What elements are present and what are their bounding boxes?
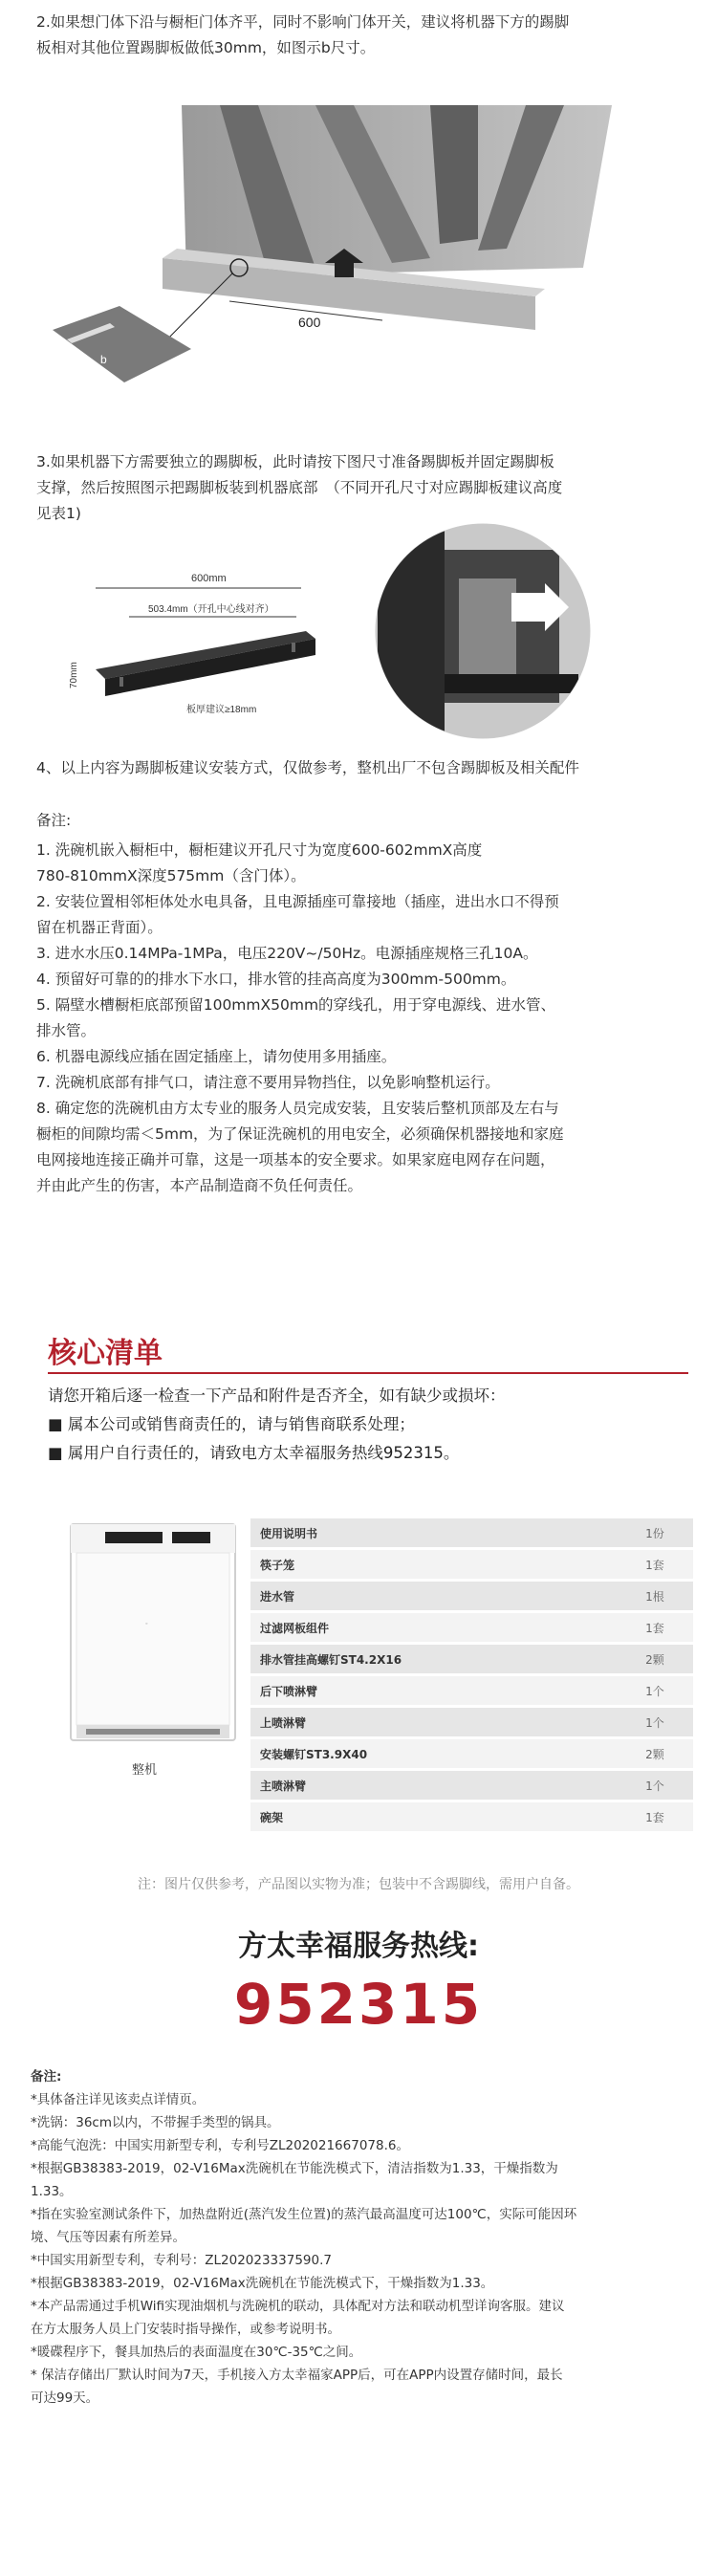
table-row: 过滤网板组件 1套 bbox=[250, 1613, 693, 1642]
bullet-square-icon: ■ bbox=[48, 1415, 68, 1433]
table-row: 后下喷淋臂 1个 bbox=[250, 1676, 693, 1705]
table-row: 碗架 1套 bbox=[250, 1802, 693, 1831]
table-row: 主喷淋臂 1个 bbox=[250, 1771, 693, 1800]
step2-text: 2.如果想门体下沿与橱柜门体齐平，同时不影响门体开关，建议将机器下方的踢脚 板相对其他位置踢脚板做低30mm，如图示b尺寸。 bbox=[36, 13, 570, 56]
table-row: 排水管挂高螺钉ST4.2X16 2颗 bbox=[250, 1645, 693, 1673]
table-row: 筷子笼 1套 bbox=[250, 1550, 693, 1579]
svg-text:70mm: 70mm bbox=[69, 662, 79, 688]
table-row: 安装螺钉ST3.9X40 2颗 bbox=[250, 1739, 693, 1768]
table-row: 进水管 1根 bbox=[250, 1582, 693, 1610]
svg-text:b: b bbox=[100, 353, 107, 366]
step4-text: 4、以上内容为踢脚板建议安装方式，仅做参考，整机出厂不包含踢脚板及相关配件 bbox=[36, 759, 579, 776]
svg-text:503.4mm（开孔中心线对齐）: 503.4mm（开孔中心线对齐） bbox=[148, 604, 274, 615]
table-row: 使用说明书 1份 bbox=[250, 1518, 693, 1547]
notes-section: 备注: 1. 洗碗机嵌入橱柜中，橱柜建议开孔尺寸为宽度600-602mmX高度 780-810mmX深度575mm（含门体）。 2. 安装位置相邻柜体处水电具备，且电源插座可靠接地（插座，进出水口不得预 留在机器正背面）。 3. 进水水压0.14MPa-1MPa，电压220V~/50Hz。电源插座规格三孔10A。 4. 预留好可靠的的排水下水口，排水管的挂高高度为300mm-500mm。 5. 隔壁水槽橱柜底部预留100mmX50mm的穿线孔，用于穿电源线、进水管、 排水管。 6. 机器电源线应插在固定插座上，请勿使用多用插座。 7. 洗碗机底部有排气口，请注意不要用异物挡住，以免影响整机运行。 8. 确定您的洗碗机由方太专业的服务人员完成安装，且安装后整机顶部及左右与 橱柜的间隙均需＜5mm，为了保证洗碗机的用电安全，必须确保机器接地和家庭 电网接地连接正确并可靠，这是一项基本的安全要求。如果家庭电网存在问题， 并由此产生的伤害，本产品制造商不负任何责任。 bbox=[36, 808, 706, 1199]
checklist-divider bbox=[48, 1372, 688, 1374]
hotline-label: 方太幸福服务热线: bbox=[238, 1930, 479, 1963]
svg-text:◦: ◦ bbox=[145, 1621, 148, 1627]
hotline-number: 952315 bbox=[233, 1972, 484, 2037]
remarks-heading: 备注: bbox=[31, 2069, 62, 2085]
dim-label-600: 600 bbox=[298, 315, 321, 330]
svg-text:板厚建议≥18mm: 板厚建议≥18mm bbox=[186, 705, 257, 715]
zoom-inset bbox=[53, 306, 191, 382]
dishwasher-image bbox=[67, 1520, 239, 1759]
kickboard-install-closeup bbox=[368, 521, 598, 741]
checklist-footnote: 注：图片仅供参考，产品图以实物为准；包装中不含踢脚线，需用户自备。 bbox=[138, 1877, 579, 1892]
step3-text: 3.如果机器下方需要独立的踢脚板，此时请按下图尺寸准备踢脚板并固定踢脚板 支撑，然后按照图示把踢脚板装到机器底部 （不同开孔尺寸对应踢脚板建议高度 见表1) bbox=[36, 453, 563, 522]
checklist-title: 核心清单 bbox=[48, 1337, 163, 1370]
svg-text:600mm: 600mm bbox=[191, 573, 227, 584]
kickboard-lowering-figure bbox=[29, 76, 707, 430]
machine-label: 整机 bbox=[132, 1763, 158, 1778]
table-row: 上喷淋臂 1个 bbox=[250, 1708, 693, 1736]
checklist-intro: 请您开箱后逐一检查一下产品和附件是否齐全，如有缺少或损坏： ■ 属本公司或销售商责任的，请与销售商联系处理； ■ 属用户自行责任的，请致电方太幸福服务热线952315。 bbox=[48, 1386, 506, 1462]
kickboard-dimension-figure bbox=[38, 535, 354, 727]
notes-heading: 备注: bbox=[36, 812, 72, 829]
bullet-square-icon: ■ bbox=[48, 1444, 68, 1462]
remarks-section: 备注: *具体备注详见该卖点详情页。 *洗锅：36cm以内，不带握手类型的锅具。 *高能气泡洗：中国实用新型专利，专利号ZL202021667078.6。 *根据GB38383-2019，02-V16Max洗碗机在节能洗模式下，清洁指数为1.33，干燥指数为 1.33。 *指在实验室测试条件下，加热盘附近(蒸汽发生位置)的蒸汽最高温度可达100℃，实际可能因环 境、气压等因素有所差异。 *中国实用新型专利，专利号：ZL202023337590.7 *根据GB38383-2019，02-V16Max洗碗机在节能洗模式下，干燥指数为1.33。 *本产品需通过手机Wifi实现油烟机与洗碗机的联动，具体配对方法和联动机型详询客服。建议 在方太服务人员上门安装时指导操作，或参考说明书。 *暖碟程序下，餐具加热后的表面温度在30℃-35℃之间。 * 保洁存储出厂默认时间为7天，手机接入方太幸福家APP后，可在APP内设置存储时间，最长 可达99天。 bbox=[31, 2065, 700, 2410]
